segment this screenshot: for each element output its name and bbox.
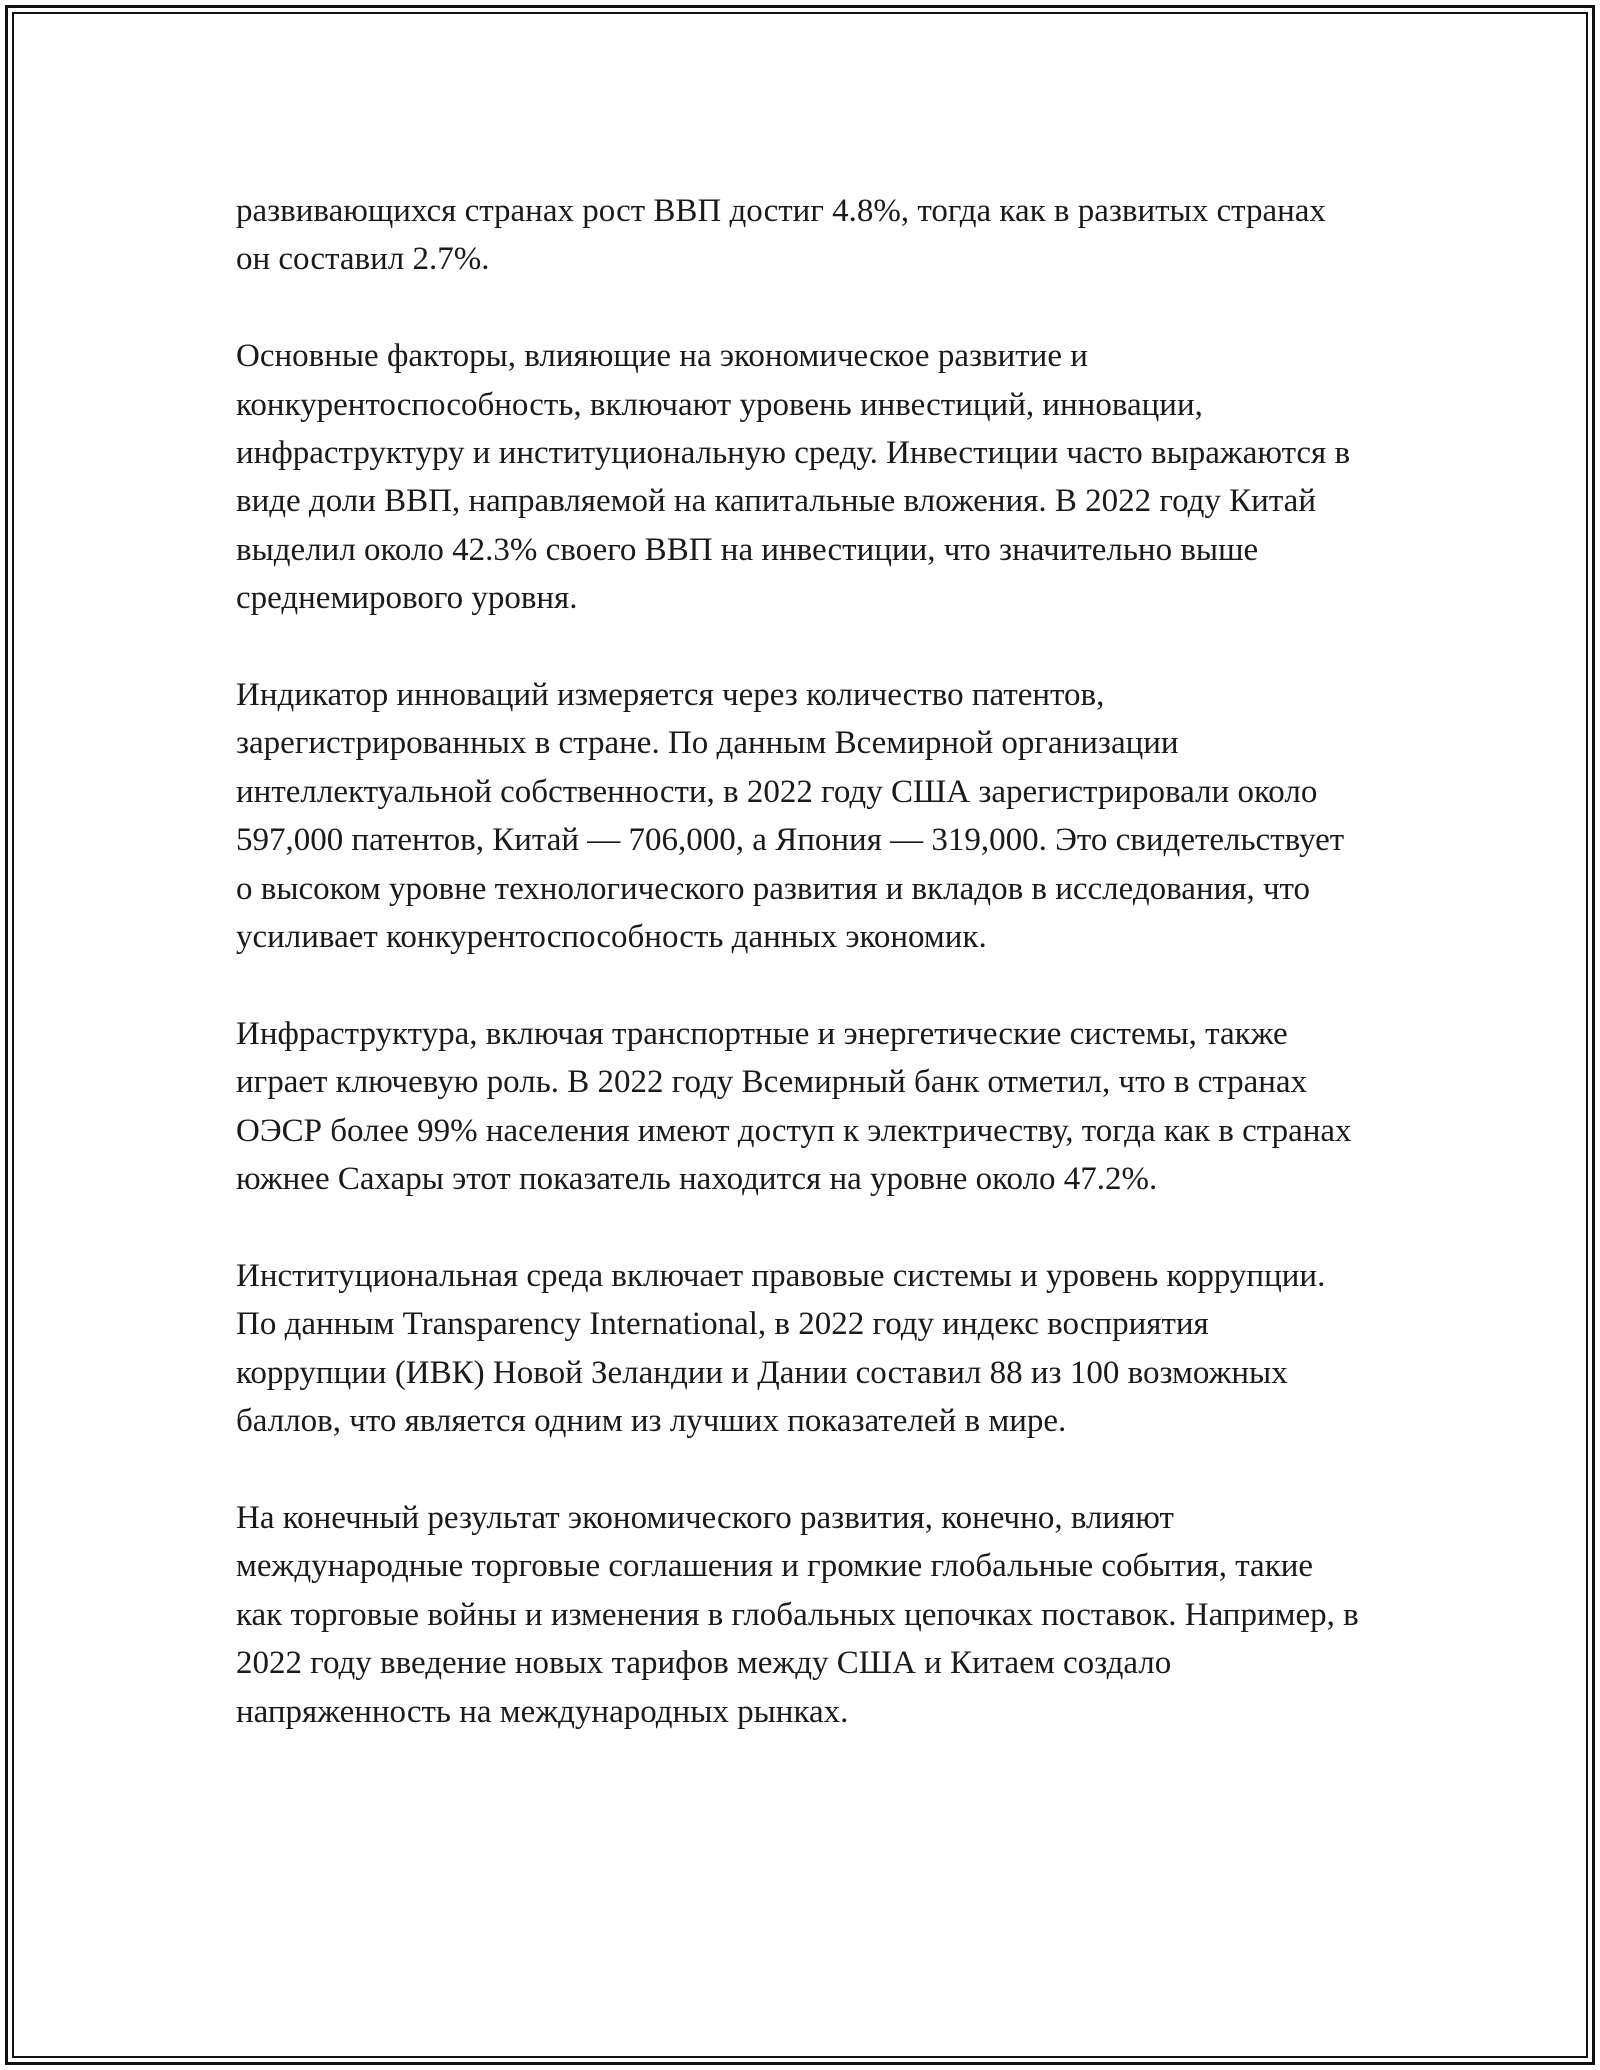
paragraph-innovation: Индикатор инноваций измеряется через количество патентов, зарегистрированных в стране. По данным Всемирной организации интеллектуальной собственности, в 2022 году США зарегистрировали около 597,000 патентов, Китай — 706,000, а Япония — 319,000. Это свидетельствует о высоком уровне технологического развития и вкладов в исследования, что усиливает конкурентоспособность данных экономик. <box>236 677 1345 956</box>
paragraph-trade: На конечный результат экономического развития, конечно, влияют международные торговые соглашения и громкие глобальные события, такие как торговые войны и изменения в глобальных цепочках поставок. Например, в 2022 году введение новых тарифов между США и Китаем создало напряженность на международных рынках. <box>236 1499 1359 1730</box>
paragraph-infrastructure: Инфраструктура, включая транспортные и энергетические системы, также играет ключевую роль. В 2022 году Всемирный банк отметил, что в странах ОЭСР более 99% населения имеют доступ к электричеству, тогда как в странах южнее Сахары этот показатель находится на уровне около 47.2%. <box>236 1015 1352 1198</box>
paragraph-key-factors: Основные факторы, влияющие на экономическое развитие и конкурентоспособность, включают уровень инвестиций, инновации, инфраструктуру и институциональную среду. Инвестиции часто выражаются в виде доли ВВП, направляемой на капитальные вложения. В 2022 году Китай выделил около 42.3% своего ВВП на инвестиции, что значительно выше среднемирового уровня. <box>236 338 1351 617</box>
paragraph-institutions: Институциональная среда включает правовые системы и уровень коррупции. По данным Transparency International, в 2022 году индекс восприятия коррупции (ИВК) Новой Зеландии и Дании составил 88 из 100 возможных баллов, что является одним из лучших показателей в мире. <box>236 1257 1326 1440</box>
document-body <box>236 187 1366 1736</box>
paragraph-gdp-growth: развивающихся странах рост ВВП достиг 4.8%, тогда как в развитых странах он составил 2.7%. <box>236 193 1326 278</box>
